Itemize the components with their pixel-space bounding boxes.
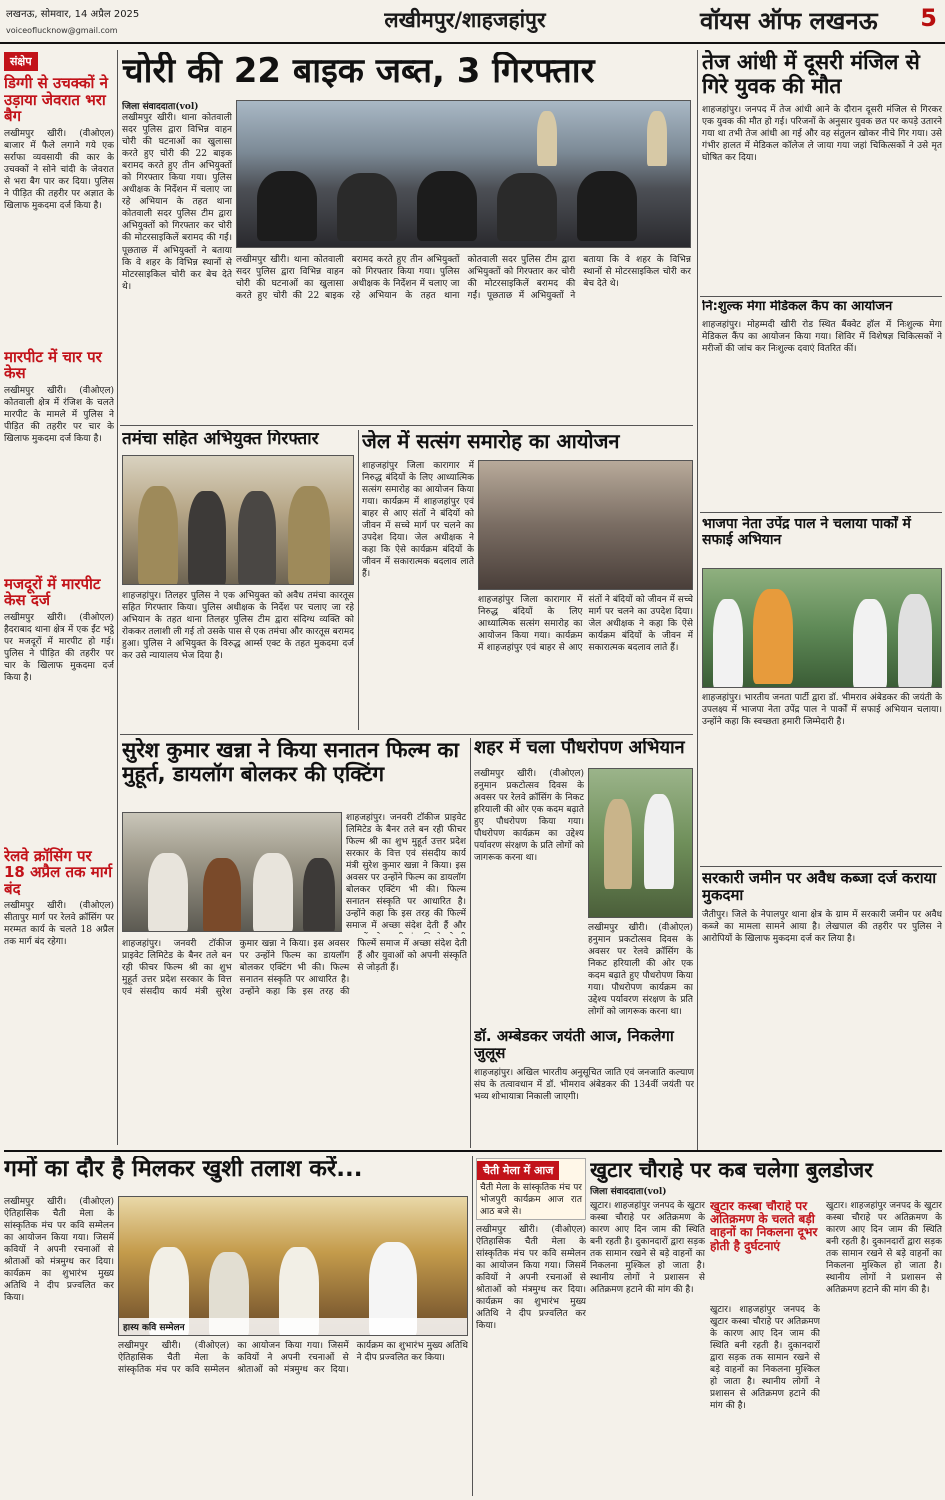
tamancha-text: शाहजहांपुर। तिलहर पुलिस ने एक अभियुक्त को अवैध तमंचा कारतूस सहित गिरफ्तार किया। पुलिस अधीक्षक के निर्देश पर चलाए जा रहे अभियान के तहत थाना तिलहर पुलिस टीम द्वारा संदिग्ध व्यक्ति को रोककर तलाशी ली गई तो उसके पास से एक तमंचा और कारतूस बरामद हुआ। पुलिस ने अभियुक्त के विरुद्ध आर्म्स एक्ट के तहत मुकदमा दर्ज कर उसे न्यायालय भेज दिया है। [122,591,354,662]
camp-story [702,300,942,510]
ambedkar-headline: डॉ. अम्बेडकर जयंती आज, निकलेगा जुलूस [474,1028,674,1063]
khutar-headline: खुटार चौराहे पर कब चलेगा बुलडोजर [590,1158,873,1182]
brief-item [4,349,114,570]
camp-headline: नि:शुल्क मेगा मेडिकल कैंप का आयोजन [702,300,893,314]
lead-text: लखीमपुर खीरी। थाना कोतवाली सदर पुलिस द्वारा विभिन्न वाहन चोरी की घटनाओं का खुलासा करते हुए चोरी की 22 बाइक बरामद करते हुए तीन अभियुक्तों को गिरफ्तार किया गया। पुलिस अधीक्षक के निर्देशन में चलाए जा रहे अभियान के तहत थाना कोतवाली सदर पुलिस टीम द्वारा अभियुक्तों को गिरफ्तार कर चोरी की मोटरसाइकिलें बरामद की गईं। पूछताछ में अभियुक्तों ने बताया कि वे शहर के विभिन्न स्थानों से मोटरसाइकिल चोरी कर बेच देते थे। [122,113,232,292]
lead-photo [236,100,691,248]
gamo-story [4,1156,469,1194]
jail-text: शाहजहांपुर जिला कारागार में निरुद्ध बंदियों के लिए आध्यात्मिक सत्संग समारोह का आयोजन किया गया। कार्यक्रम में शाहजहांपुर एवं बाहर से आए संतों ने बंदियों को जीवन में सच्चे मार्ग पर चलने का उपदेश दिया। जेल अधीक्षक ने कहा कि ऐसे कार्यक्रम बंदियों के जीवन में सकारात्मक बदलाव लाते हैं। [362,461,474,580]
khutar-story [590,1158,942,1198]
jail-headline: जेल में सत्संग समारोह का आयोजन [362,430,620,453]
brand-logo: वॉयस ऑफ लखनऊ [700,7,878,35]
ambedkar-story [474,1028,694,1148]
brief-item [4,576,114,842]
edition-title: लखीमपुर/शाहजहांपुर [384,8,546,32]
aandhi-story [702,50,942,290]
masthead [0,0,945,44]
bjp-text: शाहजहांपुर। भारतीय जनता पार्टी द्वारा डॉ. भीमराव अंबेडकर की जयंती के उपलक्ष्य में भाजपा नेता उपेंद्र पाल ने पार्कों में सफाई अभियान चलाया। उन्होंने कहा कि स्वच्छता हमारी जिम्मेदारी है। [702,693,942,728]
brief-title: मजदूरों में मारपीट केस दर्ज [4,574,101,609]
gamo-photo-caption: हास्य कवि सम्मेलन [119,1318,467,1335]
lead-headline: चोरी की 22 बाइक जब्त, 3 गिरफ्तार [122,52,595,91]
sarkari-text: जैतीपुर। जिले के नेपालपुर थाना क्षेत्र के ग्राम में सरकारी जमीन पर अवैध कब्जे का मामला सामने आया है। लेखपाल की तहरीर पर पुलिस ने आरोपियों के खिलाफ मुकदमा दर्ज कर लिया है। [702,909,942,944]
khutar-text-mid: खुटार। शाहजहांपुर जनपद के खुटार कस्बा चौराहे पर अतिक्रमण के कारण आए दिन जाम की स्थिति बनी रहती है। दुकानदारों द्वारा सड़क तक सामान रखने से बड़े वाहनों का निकलना मुश्किल हो जाता है। स्थानीय लोगों ने प्रशासन से अतिक्रमण हटाने की मांग की है। [710,1305,820,1412]
aandhi-headline: तेज आंधी में दूसरी मंजिल से गिरे युवक की मौत [702,50,920,99]
aandhi-text: शाहजहांपुर। जनपद में तेज आंधी आने के दौरान दूसरी मंजिल से गिरकर एक युवक की मौत हो गई। परिजनों के अनुसार युवक छत पर कपड़े उतारने गया था तभी तेज आंधी आ गई और वह संतुलन खोकर नीचे गिर गया। उसे गंभीर हालत में मेडिकल कॉलेज ले जाया गया जहां चिकित्सकों ने उसे मृत घोषित कर दिया। [702,105,942,164]
khutar-text-right: खुटार। शाहजहांपुर जनपद के खुटार कस्बा चौराहे पर अतिक्रमण के कारण आए दिन जाम की स्थिति बनी रहती है। दुकानदारों द्वारा सड़क तक सामान रखने से बड़े वाहनों का निकलना मुश्किल हो जाता है। स्थानीय लोगों ने प्रशासन से अतिक्रमण हटाने की मांग की है। [826,1201,942,1296]
suresh-headline: सुरेश कुमार खन्ना ने किया सनातन फिल्म का मुहूर्त, डायलॉग बोलकर की एक्टिंग [122,738,459,787]
brief-tag: संक्षेप [4,52,38,71]
khutar-pull-quote: खुटार कस्बा चौराहे पर अतिक्रमण के चलते बड़ी वाहनों का निकलना दूभर होती है दुर्घटनाएं [710,1200,818,1253]
gamo-text-continued: लखीमपुर खीरी। (वीओएल) ऐतिहासिक चैती मेला के सांस्कृतिक मंच पर कवि सम्मेलन का आयोजन किया गया। जिसमें कवियों ने अपनी रचनाओं से श्रोताओं को मंत्रमुग्ध कर दिया। कार्यक्रम का शुभारंभ मुख्य अतिथि ने दीप प्रज्वलित कर किया। [118,1341,468,1376]
brief-title: डिग्गी से उचक्कों ने उड़ाया जेवरात भरा बैग [4,74,108,125]
gamo-photo [118,1196,468,1336]
khutar-byline: जिला संवाददाता(vol) [590,1187,667,1198]
poudha-photo [588,768,693,918]
brief-column [4,50,114,1145]
poudha-headline: शहर में चला पौधरोपण अभियान [474,738,685,758]
poudha-story [474,738,694,763]
brief-title: मारपीट में चार पर केस [4,347,102,382]
poudha-text: लखीमपुर खीरी। (वीओएल) हनुमान प्रकटोत्सव दिवस के अवसर पर रेलवे क्रॉसिंग के निकट हरियाली की ओर एक कदम बढ़ाते हुए पौधरोपण किया गया। पौधरोपण कार्यक्रम का उद्देश्य पर्यावरण संरक्षण के प्रति लोगों को जागरूक करना था। [474,769,584,864]
brief-text: लखीमपुर खीरी। (वीओएल) बाजार में फैले लगाने गये एक सर्राफा व्यवसायी की कार के उचक्कों ने सोने चांदी के जेवरात से भरा बैग पार कर दिया। पुलिस ने पीड़ित की तहरीर पर अज्ञात के खिलाफ मुकदमा दर्ज किया है। [4,128,114,211]
bjp-headline: भाजपा नेता उपेंद्र पाल ने चलाया पार्कों में सफाई अभियान [702,516,911,549]
khutar-pull [710,1200,820,1300]
gamo-text: लखीमपुर खीरी। (वीओएल) ऐतिहासिक चैती मेला के सांस्कृतिक मंच पर कवि सम्मेलन का आयोजन किया गया। जिसमें कवियों ने अपनी रचनाओं से श्रोताओं को मंत्रमुग्ध कर दिया। कार्यक्रम का शुभारंभ मुख्य अतिथि ने दीप प्रज्वलित कर किया। [4,1197,114,1304]
chaiti-text-continued: लखीमपुर खीरी। (वीओएल) ऐतिहासिक चैती मेला के सांस्कृतिक मंच पर कवि सम्मेलन का आयोजन किया गया। जिसमें कवियों ने अपनी रचनाओं से श्रोताओं को मंत्रमुग्ध कर दिया। कार्यक्रम का शुभारंभ मुख्य अतिथि ने दीप प्रज्वलित कर किया। [476,1225,586,1332]
bjp-story [702,516,942,566]
brief-item [4,75,114,343]
sarkari-story [702,870,942,1150]
page-number: 5 [920,4,937,32]
chaiti-box [476,1158,586,1220]
issue-date: लखनऊ, सोमवार, 14 अप्रैल 2025 [6,9,140,20]
chaiti-tag: चैती मेला में आज [477,1161,559,1180]
lead-text-continued: लखीमपुर खीरी। थाना कोतवाली सदर पुलिस द्वारा विभिन्न वाहन चोरी की घटनाओं का खुलासा करते हुए चोरी की 22 बाइक बरामद करते हुए तीन अभियुक्तों को गिरफ्तार किया गया। पुलिस अधीक्षक के निर्देशन में चलाए जा रहे अभियान के तहत थाना कोतवाली सदर पुलिस टीम द्वारा अभियुक्तों को गिरफ्तार कर चोरी की मोटरसाइकिलें बरामद की गईं। पूछताछ में अभियुक्तों ने बताया कि वे शहर के विभिन्न स्थानों से मोटरसाइकिल चोरी कर बेच देते थे। [236,255,691,302]
tamancha-headline: तमंचा सहित अभियुक्त गिरफ्तार [122,430,319,449]
suresh-text-side: शाहजहांपुर। जनवरी टॉकीज प्राइवेट लिमिटेड के बैनर तले बन रही फीचर फिल्म श्री का शुभ मुहूर्त उत्तर प्रदेश सरकार के वित्त एवं संसदीय कार्य मंत्री सुरेश कुमार खन्ना ने किया। इस अवसर पर उन्होंने फिल्म का डायलॉग बोलकर एक्टिंग भी की। फिल्म सनातन संस्कृति पर आधारित है। उन्होंने कहा कि इस तरह की फिल्में समाज में अच्छा संदेश देती हैं और [346,813,466,932]
brief-text: लखीमपुर खीरी। (वीओएल) सीतापुर मार्ग पर रेलवे क्रॉसिंग पर मरम्मत कार्य के चलते 18 अप्रैल तक मार्ग बंद रहेगा। [4,901,114,948]
brief-item [4,848,114,949]
ambedkar-text: शाहजहांपुर। अखिल भारतीय अनुसूचित जाति एवं जनजाति कल्याण संघ के तत्वावधान में डॉ. भीमराव अंबेडकर की 134वीं जयंती पर भव्य शोभायात्रा निकाली जाएगी। [474,1067,694,1102]
contact-email: voiceoflucknow@gmail.com [6,26,118,35]
jail-photo [478,460,693,590]
bjp-photo [702,568,942,688]
jail-text-continued: शाहजहांपुर जिला कारागार में निरुद्ध बंदियों के लिए आध्यात्मिक सत्संग समारोह का आयोजन किया गया। कार्यक्रम में शाहजहांपुर एवं बाहर से आए संतों ने बंदियों को जीवन में सच्चे मार्ग पर चलने का उपदेश दिया। जेल अधीक्षक ने कहा कि ऐसे कार्यक्रम बंदियों के जीवन में सकारात्मक बदलाव लाते हैं। [478,595,693,654]
poudha-text-continued: लखीमपुर खीरी। (वीओएल) हनुमान प्रकटोत्सव दिवस के अवसर पर रेलवे क्रॉसिंग के निकट हरियाली की ओर एक कदम बढ़ाते हुए पौधरोपण किया गया। पौधरोपण कार्यक्रम का उद्देश्य पर्यावरण संरक्षण के प्रति लोगों को जागरूक करना था। [588,923,693,1018]
brief-text: लखीमपुर खीरी। (वीओएल) हैदराबाद थाना क्षेत्र में एक ईंट भट्ठे पर मजदूरों में मारपीट हो गई। पुलिस ने पीड़ित की तहरीर पर चार के खिलाफ मुकदमा दर्ज किया है। [4,612,114,683]
brief-title: रेलवे क्रॉसिंग पर 18 अप्रैल तक मार्ग बंद [4,846,113,898]
suresh-photo [122,812,342,932]
chaiti-text: चैती मेला के सांस्कृतिक मंच पर भोजपुरी कार्यक्रम आज रात आठ बजे से। [480,1183,582,1218]
lead-byline: जिला संवाददाता(vol) [122,102,199,113]
tamancha-photo [122,455,354,585]
khutar-text: खुटार। शाहजहांपुर जनपद के खुटार कस्बा चौराहे पर अतिक्रमण के कारण आए दिन जाम की स्थिति बनी रहती है। दुकानदारों द्वारा सड़क तक सामान रखने से बड़े वाहनों का निकलना मुश्किल हो जाता है। स्थानीय लोगों ने प्रशासन से अतिक्रमण हटाने की मांग की है। [590,1201,705,1296]
suresh-story [122,738,467,808]
brief-text: लखीमपुर खीरी। (वीओएल) कोतवाली क्षेत्र में रंजिश के चलते मारपीट के मामले में पुलिस ने पीड़ित की तहरीर पर चार के खिलाफ मुकदमा दर्ज किया है। [4,385,114,444]
sarkari-headline: सरकारी जमीन पर अवैध कब्जा दर्ज कराया मुकदमा [702,870,937,905]
suresh-text: शाहजहांपुर। जनवरी टॉकीज प्राइवेट लिमिटेड के बैनर तले बन रही फीचर फिल्म श्री का शुभ मुहूर्त उत्तर प्रदेश सरकार के वित्त एवं संसदीय कार्य मंत्री सुरेश कुमार खन्ना ने किया। इस अवसर पर उन्होंने फिल्म का डायलॉग बोलकर एक्टिंग भी की। फिल्म सनातन संस्कृति पर आधारित है। उन्होंने कहा कि इस तरह की फिल्में समाज में अच्छा संदेश देती हैं और युवाओं को अपनी संस्कृति से जोड़ती हैं। [122,939,467,998]
camp-text: शाहजहांपुर। मोहम्मदी खीरी रोड स्थित बैंक्वेट हॉल में निःशुल्क मेगा मेडिकल कैंप का आयोजन किया गया। शिविर में विशेषज्ञ चिकित्सकों ने मरीजों की जांच कर निःशुल्क दवाएं वितरित कीं। [702,319,942,355]
gamo-headline: गमों का दौर है मिलकर खुशी तलाश करें... [4,1156,363,1182]
